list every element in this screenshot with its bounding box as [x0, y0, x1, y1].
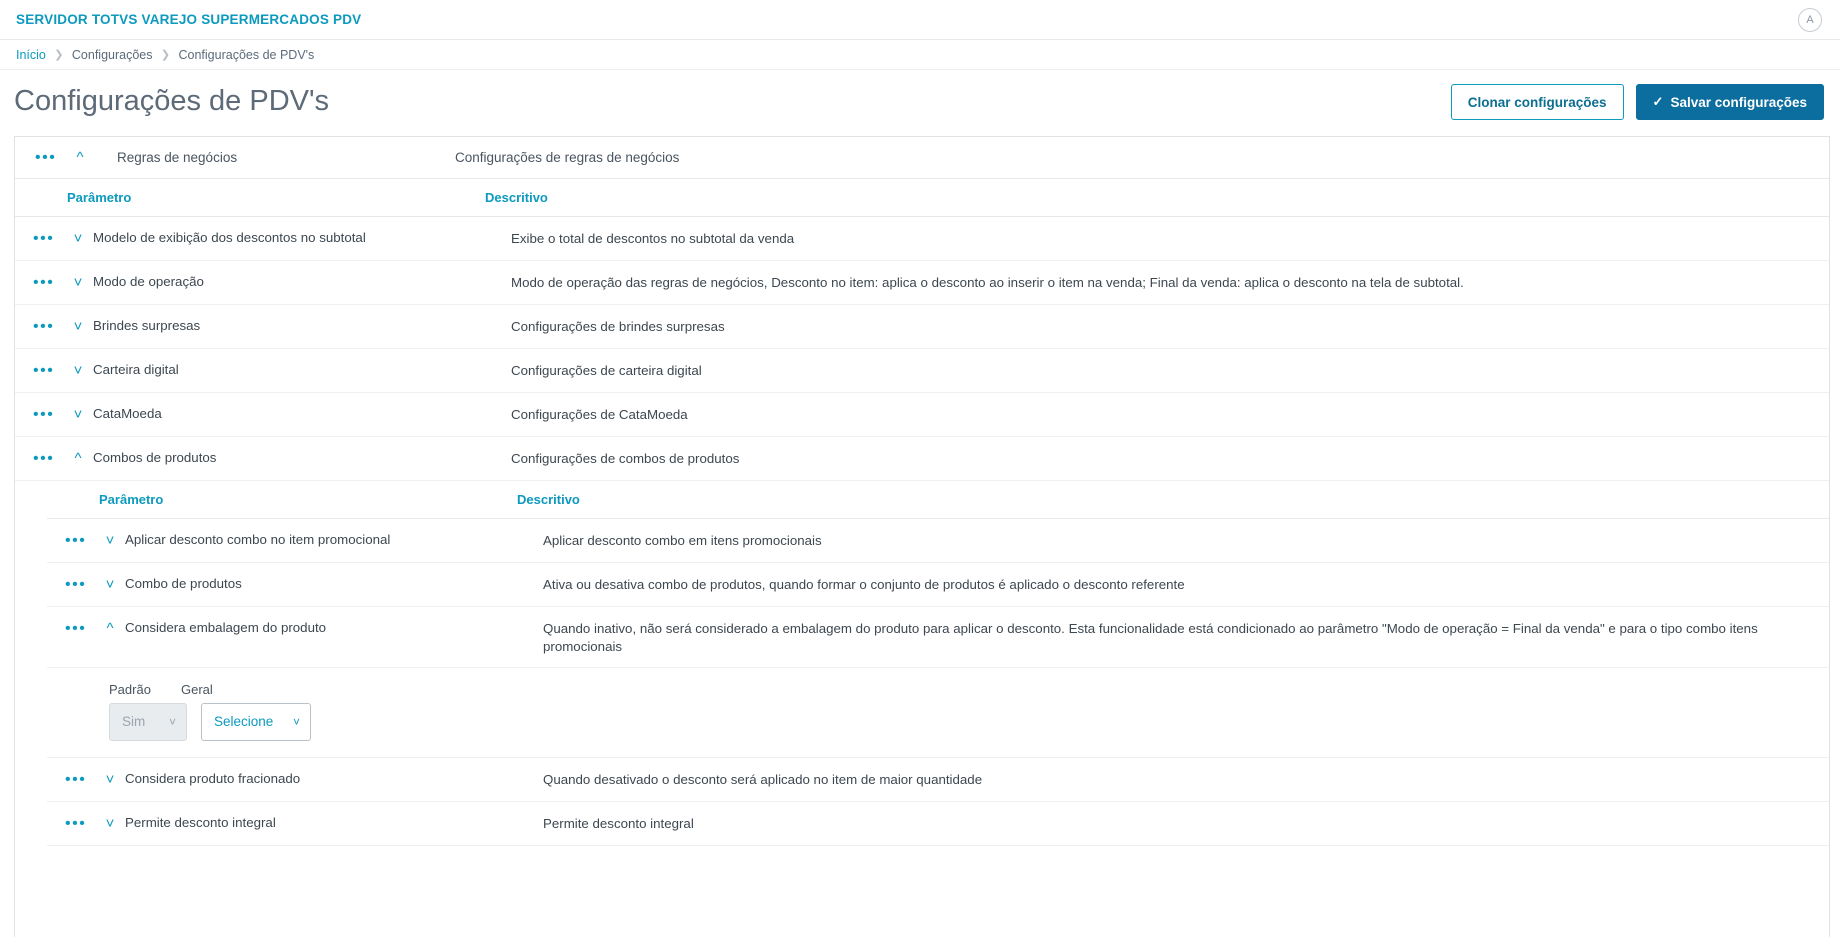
chevron-down-icon[interactable]: ˅: [105, 576, 115, 593]
table-row-combos-de-produtos[interactable]: [15, 437, 1829, 481]
nested-table-row[interactable]: [47, 563, 1829, 607]
row-desc: Configurações de combos de produtos: [511, 451, 740, 466]
row-param: Modo de operação: [93, 274, 204, 289]
row-actions-icon[interactable]: •••: [33, 318, 55, 335]
row-desc: Permite desconto integral: [543, 815, 694, 831]
breadcrumb-item-configuracoes-pdv: Configurações de PDV's: [178, 47, 315, 62]
column-header-descritivo: Descritivo: [517, 492, 580, 507]
padrao-select-value: Sim: [122, 714, 146, 730]
chevron-down-icon: ˅: [168, 714, 176, 729]
row-param: Carteira digital: [93, 362, 179, 377]
row-param: Permite desconto integral: [125, 814, 276, 830]
clone-settings-button[interactable]: [1451, 84, 1624, 120]
header-actions: [1451, 84, 1824, 120]
top-bar: [0, 0, 1840, 40]
group-actions-icon[interactable]: •••: [35, 148, 57, 166]
padrao-select: [109, 703, 187, 741]
chevron-down-icon[interactable]: ˅: [105, 770, 115, 788]
row-param: Combos de produtos: [93, 450, 217, 465]
chevron-up-icon[interactable]: ^: [74, 450, 82, 467]
page-header: [0, 70, 1840, 136]
row-actions-icon[interactable]: •••: [65, 814, 87, 832]
row-actions-icon[interactable]: •••: [65, 620, 87, 637]
geral-select-value: Selecione: [214, 714, 274, 730]
chevron-down-icon[interactable]: ˅: [73, 406, 83, 423]
avatar[interactable]: A: [1798, 8, 1822, 32]
row-desc: Aplicar desconto combo em itens promocionais: [543, 533, 822, 548]
breadcrumb-separator-icon: ❯: [160, 49, 171, 61]
row-desc: Modo de operação das regras de negócios, Desconto no item: aplica o desconto ao inserir o item na venda; Final da venda: aplica o desconto na tela de subtotal.: [511, 275, 1464, 290]
row-desc: Ativa ou desativa combo de produtos, quando formar o conjunto de produtos é aplicado o desconto referente: [543, 577, 1185, 592]
row-desc: Configurações de brindes surpresas: [511, 319, 725, 334]
row-actions-icon[interactable]: •••: [33, 406, 55, 423]
nested-table-row[interactable]: [47, 519, 1829, 563]
app-title: SERVIDOR TOTVS VAREJO SUPERMERCADOS PDV: [16, 12, 362, 27]
row-param: Considera produto fracionado: [125, 770, 301, 786]
chevron-down-icon[interactable]: ˅: [73, 274, 83, 291]
breadcrumb: [0, 40, 1840, 70]
nested-parameters-table: [15, 481, 1829, 846]
save-settings-button[interactable]: [1636, 84, 1824, 120]
chevron-down-icon[interactable]: ˅: [73, 362, 83, 379]
nested-table-row[interactable]: [47, 802, 1829, 846]
row-actions-icon[interactable]: •••: [65, 532, 87, 549]
detail-selects: [109, 703, 1829, 741]
chevron-down-icon[interactable]: ˅: [73, 230, 83, 247]
table-row[interactable]: [15, 261, 1829, 305]
table-row[interactable]: [15, 217, 1829, 261]
group-title: Regras de negócios: [117, 150, 238, 165]
row-desc: Configurações de CataMoeda: [511, 407, 688, 422]
chevron-down-icon[interactable]: ˅: [105, 814, 115, 832]
geral-select[interactable]: [201, 703, 311, 741]
row-actions-icon[interactable]: •••: [65, 576, 87, 593]
column-header-parametro: Parâmetro: [67, 190, 132, 205]
nested-table-row-considera-embalagem[interactable]: [47, 607, 1829, 668]
row-actions-icon[interactable]: •••: [65, 770, 87, 788]
row-param: Brindes surpresas: [93, 318, 201, 333]
row-param: Combo de produtos: [125, 576, 242, 591]
parameter-detail-panel: [47, 668, 1829, 758]
row-actions-icon[interactable]: •••: [33, 230, 55, 247]
chevron-up-icon[interactable]: ^: [106, 620, 114, 637]
group-description: Configurações de regras de negócios: [455, 150, 680, 165]
breadcrumb-separator-icon: ❯: [54, 49, 64, 61]
table-header: [15, 179, 1829, 217]
row-param: Modelo de exibição dos descontos no subtotal: [93, 230, 366, 245]
group-header-regras-de-negocios: [15, 137, 1829, 179]
detail-labels: [109, 682, 1829, 697]
label-padrao: Padrão: [109, 681, 151, 697]
row-param: CataMoeda: [93, 406, 162, 421]
check-icon: ✓: [1652, 94, 1664, 109]
table-row[interactable]: [15, 349, 1829, 393]
breadcrumb-item-configuracoes[interactable]: Configurações: [71, 47, 153, 62]
save-settings-label: Salvar configurações: [1670, 94, 1807, 110]
chevron-up-icon[interactable]: ^: [76, 149, 84, 166]
page-title: Configurações de PDV's: [14, 85, 330, 118]
row-desc: Quando desativado o desconto será aplicado no item de maior quantidade: [543, 771, 983, 787]
row-desc: Configurações de carteira digital: [511, 363, 702, 378]
nested-table-header: [47, 481, 1829, 519]
table-row[interactable]: [15, 393, 1829, 437]
settings-card: [14, 136, 1830, 937]
column-header-parametro: Parâmetro: [99, 492, 164, 507]
clone-settings-label: Clonar configurações: [1467, 94, 1607, 110]
column-header-descritivo: Descritivo: [485, 190, 548, 205]
parameters-table: [15, 179, 1829, 846]
nested-table-row[interactable]: [47, 758, 1829, 802]
row-desc: Quando inativo, não será considerado a embalagem do produto para aplicar o desconto. Esta funcionalidade está condicionado ao parâmetro "Modo de operação = Final da venda" e para o tipo combo itens promocionais: [543, 621, 1758, 654]
table-row[interactable]: [15, 305, 1829, 349]
chevron-down-icon[interactable]: ˅: [73, 318, 83, 335]
row-desc: Exibe o total de descontos no subtotal da venda: [511, 231, 795, 246]
chevron-down-icon[interactable]: ˅: [105, 532, 115, 549]
row-actions-icon[interactable]: •••: [33, 362, 55, 379]
row-actions-icon[interactable]: •••: [33, 450, 55, 467]
row-param: Aplicar desconto combo no item promocional: [125, 532, 391, 547]
row-param: Considera embalagem do produto: [125, 620, 327, 635]
chevron-down-icon: ˅: [292, 714, 300, 729]
label-geral: Geral: [181, 681, 213, 697]
breadcrumb-item-inicio[interactable]: Início: [16, 47, 46, 62]
row-actions-icon[interactable]: •••: [33, 274, 55, 291]
